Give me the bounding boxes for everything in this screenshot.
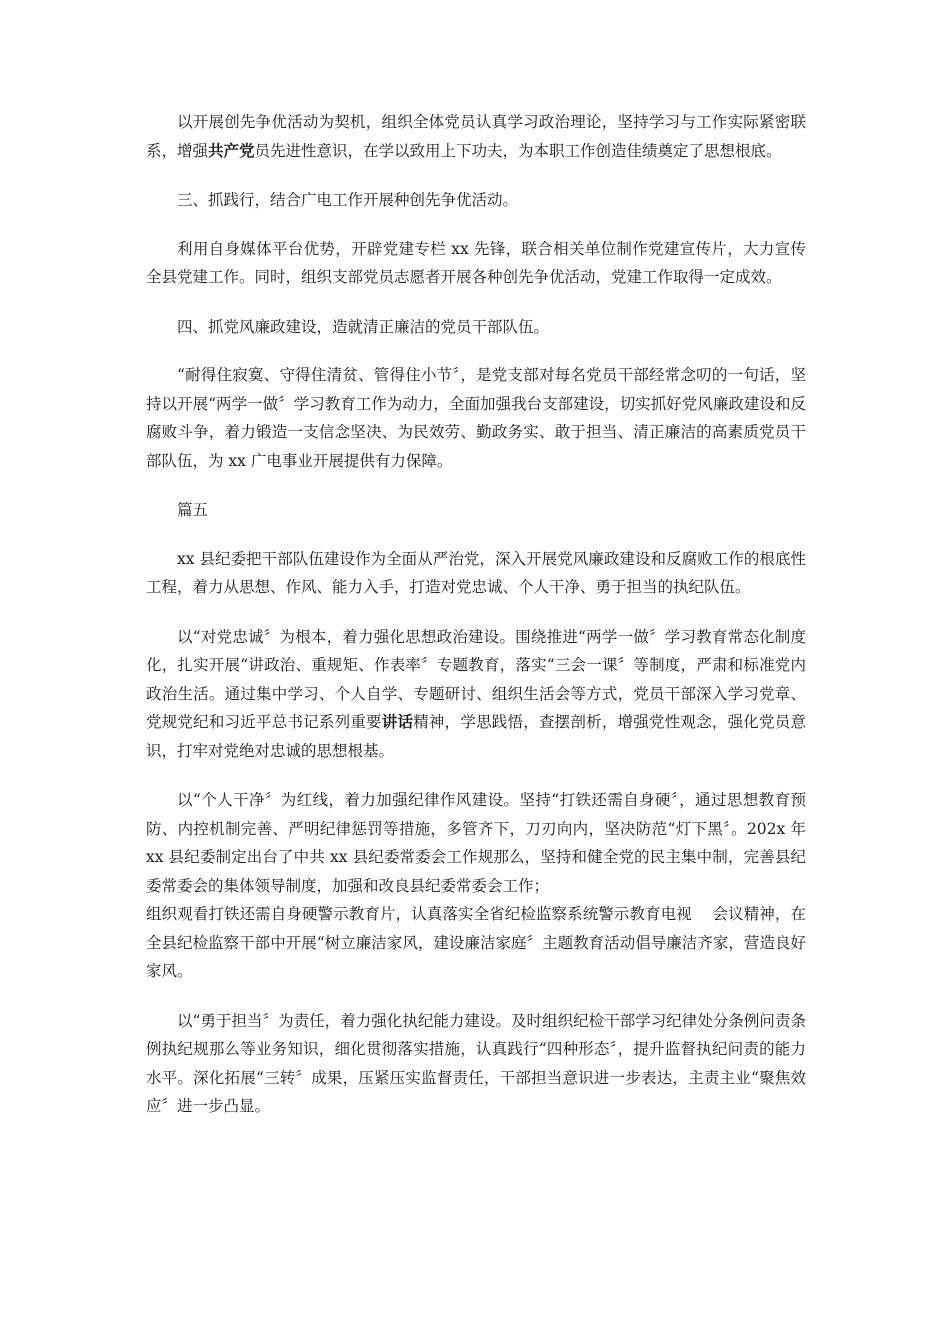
paragraph-9 (146, 786, 806, 986)
paragraph-10: 以“勇于担当〞为责任，着力强化执纪能力建设。及时组织纪检干部学习纪律处分条例问责条例执纪规那么等业务知识，细化贯彻落实措施，认真践行“四种形态〞，提升监督执纪问责的能力水平。深化拓展“三转〞成果，压紧压实监督责任，干部担当意识进一步表达，主责主业“聚焦效应〞进一步凸显。 (146, 1011, 806, 1115)
paragraph-1-part-1: 以开展创先争优活动为契机，组织全体党员认真学习政治理论，坚持学习与工作实际紧密联系，增强 (146, 113, 806, 160)
section-heading-4: 四、抓党风廉政建设，造就清正廉洁的党员干部队伍。 (177, 317, 550, 336)
paragraph-9-text: 以“个人干净〞为红线，着力加强纪律作风建设。坚持“打铁还需自身硬〞，通过思想教育预防、内控机制完善、严明纪律惩罚等措施，多管齐下，刀刃向内，坚决防范“灯下黑〞。202x 年 xx 县纪委制定出台了中共 xx 县纪委常委会工作规那么，坚持和健全党的民主集中制，完善县纪委常委会的集体领导制度，加强和改良县纪委常委会工作； (146, 791, 806, 895)
section-heading-3: 三、抓践行，结合广电工作开展种创先争优活动。 (177, 191, 519, 209)
paragraph-7: xx 县纪委把干部队伍建设作为全面从严治党，深入开展党风廉政建设和反腐败工作的根底性工程，着力从思想、作风、能力入手，打造对党忠诚、个人干净、勇于担当的执纪队伍。 (146, 549, 806, 596)
paragraph-8-part-1: 以“对党忠诚〞为根本，着力强化思想政治建设。围绕推进“两学一做〞学习教育常态化制度化，扎实开展“讲政治、重规矩、作表率〞专题教育，落实“三会一课〞等制度，严肃和标准党内政治生活。通过集中学习、个人自学、专题研讨、组织生活会等方式，党员干部深入学习党章、党规党纪和习近平总书记系列重要 (146, 627, 806, 731)
paragraph-5: “耐得住寂寞、守得住清贫、管得住小节〞，是党支部对每名党员干部经常念叨的一句话，坚持以开展“两学一做〞学习教育工作为动力，全面加强我台支部建设，切实抓好党风廉政建设和反腐败斗争，着力锻造一支信念坚决、为民效劳、勤政务实、敢于担当、清正廉洁的高素质党员干部队伍，为 xx 广电事业开展提供有力保障。 (146, 366, 806, 470)
paragraph-8 (146, 623, 806, 766)
document-page (146, 108, 806, 1142)
paragraph-8-part-3: 精神，学思践悟，查摆剖析，增强党性观念，强化党员意识，打牢对党绝对忠诚的思想根基。 (146, 713, 806, 760)
chapter-heading: 篇五 (177, 501, 209, 519)
paragraph-3: 利用自身媒体平台优势，开辟党建专栏 xx 先锋，联合相关单位制作党建宣传片，大力宣传全县党建工作。同时，组织支部党员志愿者开展各种创先争优活动，党建工作取得一定成效。 (146, 239, 806, 286)
paragraph-9-continuation: 组织观看打铁还需自身硬警示教育片，认真落实全省纪检监察系统警示教育电视 会议精神，在全县纪检监察干部中开展“树立廉洁家风，建设廉洁家庭〞主题教育活动倡导廉洁齐家，营造良好家风。 (146, 905, 806, 980)
paragraph-8-bold-term: 讲话 (381, 712, 414, 731)
paragraph-1-part-3: 员先进性意识，在学以致用上下功夫，为本职工作创造佳绩奠定了思想根底。 (254, 141, 782, 160)
paragraph-1-bold-term: 共产党 (208, 140, 255, 160)
paragraph-1 (146, 108, 806, 165)
